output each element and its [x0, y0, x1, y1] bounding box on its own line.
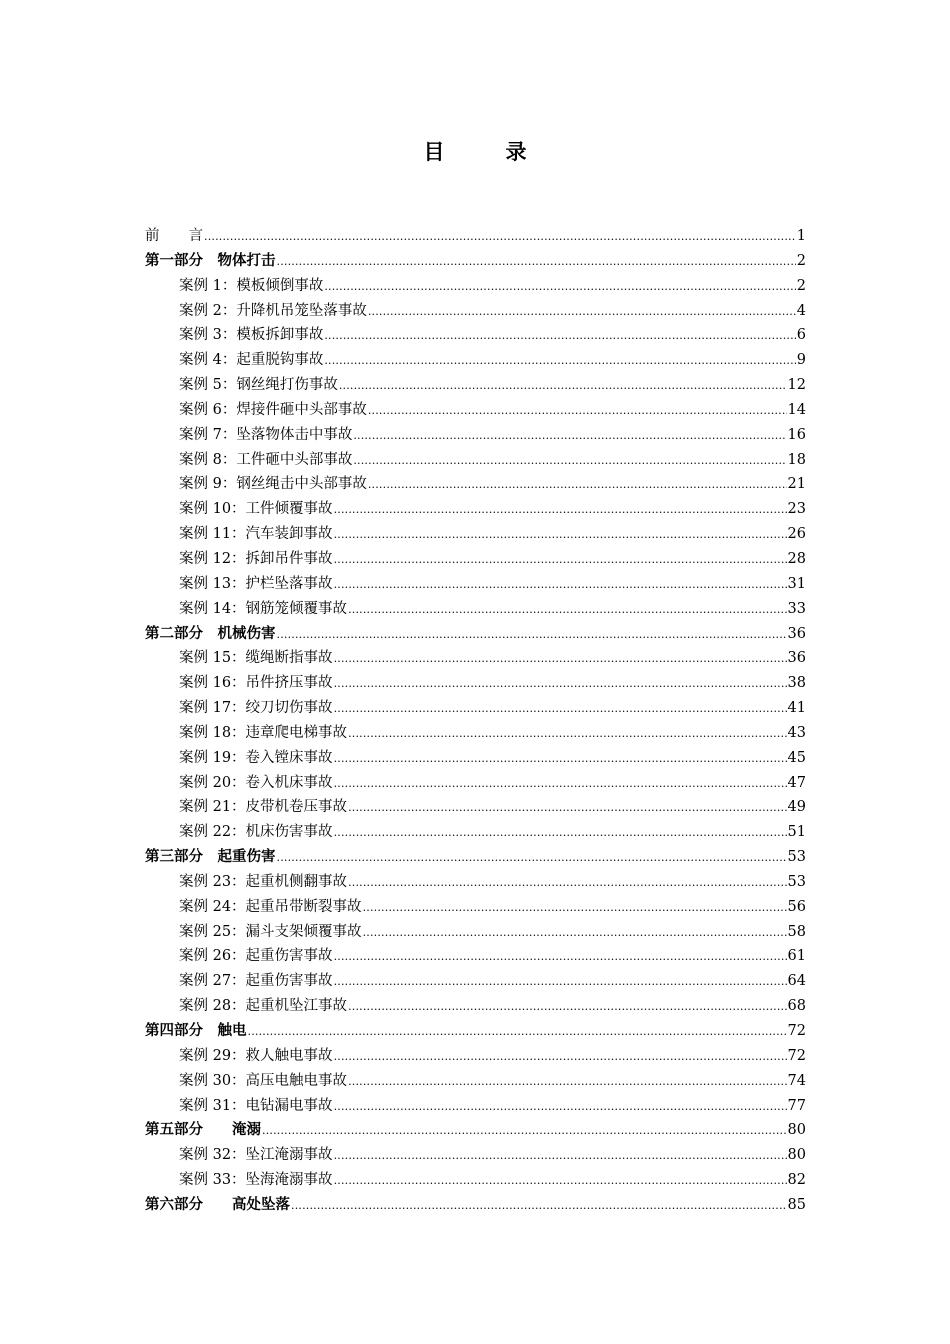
- dot-leader: [277, 851, 787, 864]
- dot-leader: [334, 752, 787, 765]
- toc-entry-label: 第六部分 高处坠落: [145, 1195, 290, 1213]
- toc-entry-page-number: 9: [796, 352, 806, 369]
- toc-entry-label: 前 言: [145, 228, 203, 244]
- toc-entry-case[interactable]: [145, 870, 806, 895]
- toc-entry-page-number: 72: [787, 1047, 806, 1064]
- dot-leader: [348, 801, 786, 814]
- toc-entry-page-number: 4: [796, 302, 806, 319]
- dot-leader: [324, 329, 795, 342]
- toc-entry-label: 案例 21：皮带机卷压事故: [179, 799, 348, 816]
- toc-entry-part[interactable]: [145, 622, 806, 647]
- toc-entry-case[interactable]: [145, 646, 806, 671]
- toc-entry-case[interactable]: [145, 1143, 806, 1168]
- toc-entry-label: 第五部分 淹溺: [145, 1121, 261, 1139]
- toc-entry-case[interactable]: [145, 448, 806, 473]
- dot-leader: [277, 628, 787, 641]
- dot-leader: [368, 404, 787, 417]
- toc-entry-case[interactable]: [145, 423, 806, 448]
- toc-entry-part[interactable]: [145, 1019, 806, 1044]
- table-of-contents: [145, 224, 806, 1218]
- toc-entry-label: 案例 2：升降机吊笼坠落事故: [179, 302, 367, 319]
- toc-entry-page-number: 58: [787, 923, 806, 940]
- toc-entry-page-number: 33: [787, 600, 806, 617]
- toc-entry-part[interactable]: [145, 1118, 806, 1143]
- toc-entry-case[interactable]: [145, 522, 806, 547]
- toc-entry-label: 案例 33：坠海淹溺事故: [179, 1172, 333, 1189]
- toc-entry-label: 案例 13：护栏坠落事故: [179, 575, 333, 592]
- toc-entry-page-number: 26: [787, 526, 806, 543]
- toc-entry-page-number: 45: [787, 749, 806, 766]
- dot-leader: [348, 876, 786, 889]
- toc-entry-case[interactable]: [145, 721, 806, 746]
- toc-entry-label: 案例 16：吊件挤压事故: [179, 675, 333, 692]
- toc-entry-label: 第一部分 物体打击: [145, 251, 276, 269]
- toc-entry-page-number: 2: [796, 277, 806, 294]
- toc-entry-case[interactable]: [145, 472, 806, 497]
- toc-entry-case[interactable]: [145, 944, 806, 969]
- toc-entry-case[interactable]: [145, 323, 806, 348]
- toc-entry-label: 案例 7：坠落物体击中事故: [179, 426, 353, 443]
- toc-entry-label: 第二部分 机械伤害: [145, 624, 276, 642]
- dot-leader: [353, 454, 786, 467]
- toc-entry-case[interactable]: [145, 299, 806, 324]
- toc-entry-label: 案例 29：救人触电事故: [179, 1047, 333, 1064]
- toc-entry-part[interactable]: [145, 1193, 806, 1218]
- toc-entry-label: 案例 27：起重伤害事故: [179, 973, 333, 990]
- dot-leader: [334, 702, 787, 715]
- toc-entry-case[interactable]: [145, 1069, 806, 1094]
- dot-leader: [334, 975, 787, 988]
- toc-entry-label: 第三部分 起重伤害: [145, 848, 276, 866]
- toc-entry-case[interactable]: [145, 1168, 806, 1193]
- toc-entry-label: 案例 20：卷入机床事故: [179, 774, 333, 791]
- toc-entry-label: 案例 28：起重机坠江事故: [179, 998, 348, 1015]
- dot-leader: [353, 429, 786, 442]
- toc-entry-case[interactable]: [145, 895, 806, 920]
- toc-entry-label: 案例 30：高压电触电事故: [179, 1072, 348, 1089]
- toc-entry-page-number: 23: [787, 501, 806, 518]
- toc-entry-case[interactable]: [145, 274, 806, 299]
- toc-entry-case[interactable]: [145, 746, 806, 771]
- toc-entry-label: 案例 26：起重伤害事故: [179, 948, 333, 965]
- toc-entry-label: 案例 8：工件砸中头部事故: [179, 451, 353, 468]
- toc-entry-page-number: 72: [787, 1023, 806, 1039]
- toc-entry-case[interactable]: [145, 572, 806, 597]
- toc-entry-page-number: 61: [787, 948, 806, 965]
- dot-leader: [368, 305, 796, 318]
- toc-entry-label: 案例 3：模板拆卸事故: [179, 327, 324, 344]
- dot-leader: [348, 603, 786, 616]
- toc-entry-page-number: 85: [787, 1196, 806, 1213]
- toc-entry-label: 案例 23：起重机侧翻事故: [179, 873, 348, 890]
- toc-entry-label: 案例 25：漏斗支架倾覆事故: [179, 923, 362, 940]
- page-title: 目 录: [423, 139, 547, 164]
- toc-entry-label: 第四部分 触电: [145, 1022, 247, 1039]
- toc-entry-page-number: 16: [787, 426, 806, 443]
- dot-leader: [348, 727, 786, 740]
- dot-leader: [334, 950, 787, 963]
- toc-entry-page-number: 51: [787, 824, 806, 841]
- toc-entry-case[interactable]: [145, 671, 806, 696]
- toc-entry-page-number: 77: [787, 1097, 806, 1114]
- toc-entry-page-number: 12: [787, 377, 806, 394]
- toc-entry-label: 案例 14：钢筋笼倾覆事故: [179, 600, 348, 617]
- dot-leader: [334, 677, 787, 690]
- dot-leader: [363, 926, 787, 939]
- toc-entry-part[interactable]: [145, 249, 806, 274]
- toc-entry-page-number: 36: [787, 650, 806, 667]
- dot-leader: [291, 1199, 787, 1212]
- toc-entry-label: 案例 6：焊接件砸中头部事故: [179, 401, 367, 418]
- dot-leader: [334, 578, 787, 591]
- toc-entry-page-number: 36: [787, 625, 806, 642]
- dot-leader: [334, 1149, 787, 1162]
- toc-entry-case[interactable]: [145, 398, 806, 423]
- toc-entry-part[interactable]: [145, 845, 806, 870]
- toc-entry-label: 案例 17：绞刀切伤事故: [179, 700, 333, 717]
- dot-leader: [334, 503, 787, 516]
- toc-entry-case[interactable]: [145, 795, 806, 820]
- toc-entry-page-number: 49: [787, 799, 806, 816]
- toc-entry-label: 案例 19：卷入镗床事故: [179, 749, 333, 766]
- toc-entry-case[interactable]: [145, 348, 806, 373]
- toc-entry-label: 案例 1：模板倾倒事故: [179, 277, 324, 294]
- toc-entry-label: 案例 15：缆绳断指事故: [179, 650, 333, 667]
- toc-entry-case[interactable]: [145, 373, 806, 398]
- dot-leader: [339, 379, 787, 392]
- toc-entry-label: 案例 24：起重吊带断裂事故: [179, 898, 362, 915]
- dot-leader: [334, 1050, 787, 1063]
- toc-entry-case[interactable]: [145, 547, 806, 572]
- toc-entry-case[interactable]: [145, 696, 806, 721]
- dot-leader: [334, 652, 787, 665]
- toc-entry-page-number: 28: [787, 550, 806, 567]
- toc-entry-page-number: 53: [787, 849, 806, 866]
- dot-leader: [348, 1075, 786, 1088]
- dot-leader: [363, 901, 787, 914]
- toc-entry-case[interactable]: [145, 497, 806, 522]
- toc-entry-page-number: 64: [787, 973, 806, 990]
- toc-entry-case[interactable]: [145, 994, 806, 1019]
- dot-leader: [248, 1025, 787, 1038]
- toc-entry-page-number: 80: [787, 1122, 806, 1139]
- toc-entry-case[interactable]: [145, 1044, 806, 1069]
- toc-entry-page-number: 31: [787, 575, 806, 592]
- dot-leader: [334, 777, 787, 790]
- toc-entry-page-number: 53: [787, 873, 806, 890]
- dot-leader: [324, 354, 795, 367]
- toc-entry-case[interactable]: [145, 969, 806, 994]
- toc-entry-page-number: 41: [787, 700, 806, 717]
- dot-leader: [334, 553, 787, 566]
- dot-leader: [277, 255, 796, 268]
- toc-entry-label: 案例 9：钢丝绳击中头部事故: [179, 476, 367, 493]
- toc-entry-page-number: 43: [787, 724, 806, 741]
- toc-entry-page-number: 18: [787, 451, 806, 468]
- toc-entry-case[interactable]: [145, 1094, 806, 1119]
- toc-entry-page-number: 1: [796, 228, 806, 244]
- toc-entry-label: 案例 4：起重脱钩事故: [179, 352, 324, 369]
- dot-leader: [334, 528, 787, 541]
- toc-entry-page-number: 82: [787, 1172, 806, 1189]
- dot-leader: [204, 230, 796, 243]
- toc-entry-page-number: 38: [787, 675, 806, 692]
- toc-entry-page-number: 6: [796, 327, 806, 344]
- toc-entry-page-number: 74: [787, 1072, 806, 1089]
- toc-entry-label: 案例 32：坠江淹溺事故: [179, 1147, 333, 1164]
- toc-entry-page-number: 14: [787, 401, 806, 418]
- toc-entry-page-number: 56: [787, 898, 806, 915]
- dot-leader: [262, 1124, 787, 1137]
- toc-entry-page-number: 21: [787, 476, 806, 493]
- toc-entry-case[interactable]: [145, 771, 806, 796]
- toc-entry-page-number: 80: [787, 1147, 806, 1164]
- toc-entry[interactable]: [145, 224, 806, 249]
- toc-entry-case[interactable]: [145, 920, 806, 945]
- toc-entry-page-number: 47: [787, 774, 806, 791]
- dot-leader: [324, 280, 795, 293]
- toc-entry-page-number: 2: [796, 252, 806, 269]
- toc-entry-case[interactable]: [145, 820, 806, 845]
- dot-leader: [348, 1000, 786, 1013]
- dot-leader: [368, 478, 787, 491]
- toc-entry-page-number: 68: [787, 998, 806, 1015]
- dot-leader: [334, 826, 787, 839]
- toc-entry-label: 案例 11：汽车装卸事故: [179, 526, 333, 543]
- dot-leader: [334, 1174, 787, 1187]
- toc-entry-label: 案例 10：工件倾覆事故: [179, 501, 333, 518]
- toc-entry-label: 案例 22：机床伤害事故: [179, 824, 333, 841]
- dot-leader: [334, 1100, 787, 1113]
- toc-entry-label: 案例 18：违章爬电梯事故: [179, 724, 348, 741]
- toc-entry-label: 案例 5：钢丝绳打伤事故: [179, 377, 338, 394]
- toc-entry-label: 案例 12：拆卸吊件事故: [179, 550, 333, 567]
- toc-entry-case[interactable]: [145, 597, 806, 622]
- toc-entry-label: 案例 31：电钻漏电事故: [179, 1097, 333, 1114]
